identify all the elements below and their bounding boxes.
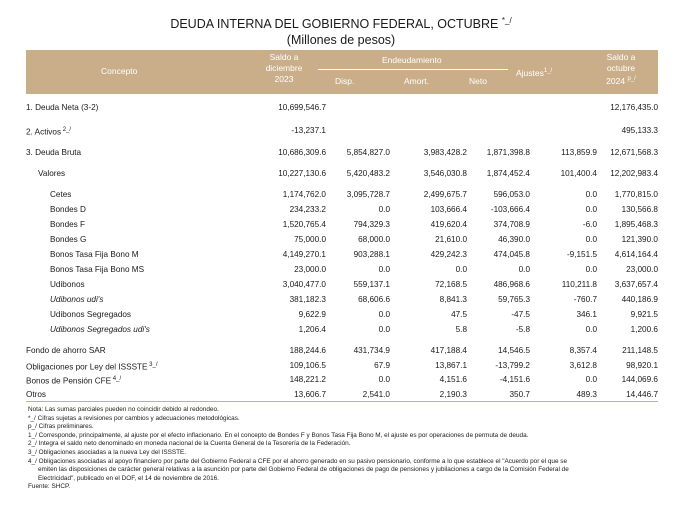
cell-c4: 14,546.5 [498, 346, 530, 355]
footnote-line: 4_/ Obligaciones asociadas al apoyo financiero por parte del Gobierno Federal a CFE por el ahorro generado en su pasivo pensionario, conforme a lo que establece el "Acuerdo por el que se [28, 457, 568, 465]
cell-c2: 794,329.3 [353, 220, 390, 229]
table-header [26, 50, 658, 94]
cell-c1: 381,182.3 [289, 295, 326, 304]
cell-c1: 148,221.2 [289, 375, 326, 384]
cell-c2: 68,606.6 [358, 295, 390, 304]
row-label: Fondo de ahorro SAR [26, 346, 106, 355]
cell-c6: 211,148.5 [622, 346, 658, 355]
cell-c2: 5,420,483.2 [346, 169, 390, 178]
header-divider [318, 69, 508, 70]
row-label: Obligaciones por Ley del ISSSTE $^{3\_/}$ [26, 362, 158, 372]
cell-c5: 101,400.4 [560, 169, 597, 178]
table-row [26, 359, 658, 372]
cell-c4: 474,045.8 [493, 250, 530, 259]
table-row [26, 218, 658, 231]
cell-c2: 5,854,827.0 [346, 148, 390, 157]
cell-c5: 110,211.8 [561, 280, 597, 289]
footnote-line: *_/ Cifras sujetas a revisiones por cambios y adecuaciones metodológicas. [28, 414, 240, 422]
cell-c6: 9,921.5 [630, 310, 658, 319]
cell-c4: -47.5 [511, 310, 530, 319]
cell-c1: 10,227,130.6 [278, 169, 326, 178]
cell-c2: 0.0 [378, 325, 390, 334]
cell-c1: 188,244.6 [289, 346, 326, 355]
cell-c6: 23,000.0 [626, 265, 658, 274]
row-label: Otros [26, 390, 47, 399]
table-row [26, 101, 658, 114]
cell-c6: 3,637,657.4 [614, 280, 658, 289]
table-row [26, 388, 658, 401]
cell-c2: 67.9 [374, 361, 390, 370]
cell-c6: 1,770,815.0 [614, 190, 658, 199]
cell-c6: 440,186.9 [621, 295, 658, 304]
cell-c2: 3,095,728.7 [346, 190, 390, 199]
table-row [26, 373, 658, 386]
footnote-line: 2_/ Integra el saldo neto denominado en moneda nacional de la Cuenta General de la Tesorería de la Federación. [28, 440, 351, 448]
cell-c3: 13,867.1 [435, 361, 467, 370]
cell-c1: 1,174,762.0 [282, 190, 326, 199]
cell-c4: 596,053.0 [493, 190, 530, 199]
row-label: Valores [38, 169, 66, 178]
cell-c1: 13,606.7 [294, 390, 326, 399]
cell-c5: -760.7 [573, 295, 597, 304]
cell-c1: 23,000.0 [294, 265, 326, 274]
row-label: Bonos Tasa Fija Bono MS [50, 265, 145, 274]
cell-c4: -103,666.4 [490, 205, 530, 214]
cell-c1: 234,233.2 [289, 205, 326, 214]
cell-c6: 1,200.6 [630, 325, 658, 334]
row-label: Udibonos Segregados [50, 310, 132, 319]
cell-c4: 350.7 [509, 390, 530, 399]
cell-c4: -4,151.6 [499, 375, 530, 384]
row-label: Udibonos Segregados udi's [50, 325, 150, 334]
footnote-line: p_/ Cifras preliminares. [28, 423, 94, 431]
table-row [26, 146, 658, 159]
cell-c2: 0.0 [378, 375, 390, 384]
cell-c3: 2,190.3 [439, 390, 467, 399]
cell-c6: 121,390.0 [621, 235, 658, 244]
cell-c3: 72,168.5 [435, 280, 467, 289]
footnote-line: Electricidad", publicado en el DOF, el 14 de noviembre de 2016. [38, 474, 219, 482]
cell-c6: 12,202,983.4 [610, 169, 658, 178]
cell-c6: 12,671,568.3 [610, 148, 658, 157]
cell-c5: 113,859.9 [561, 148, 597, 157]
cell-c1: 10,699,546.7 [278, 103, 326, 112]
cell-c4: 46,390.0 [498, 235, 530, 244]
table-row [26, 203, 658, 216]
cell-c6: 130,566.8 [621, 205, 658, 214]
row-label: Bondes F [50, 220, 86, 229]
cell-c5: 0.0 [585, 190, 597, 199]
cell-c3: 5.8 [455, 325, 467, 334]
cell-c2: 559,137.1 [353, 280, 390, 289]
cell-c6: 14,446.7 [626, 390, 658, 399]
cell-c1: 4,149,270.1 [282, 250, 326, 259]
cell-c3: 419,620.4 [430, 220, 467, 229]
table-row [26, 263, 658, 276]
table-row [26, 124, 658, 137]
table-row [26, 308, 658, 321]
cell-c3: 3,983,428.2 [423, 148, 467, 157]
header-disp: Disp. [335, 76, 355, 86]
cell-c5: 0.0 [585, 205, 597, 214]
cell-c6: 1,895,468.3 [614, 220, 658, 229]
cell-c6: 12,176,435.0 [610, 103, 658, 112]
cell-c1: 1,206.4 [298, 325, 326, 334]
row-label: Bonos Tasa Fija Bono M [50, 250, 139, 259]
footnote-line: 3_/ Obligaciones asociadas a la nueva Ley del ISSSTE. [28, 448, 187, 456]
footnote-line: Fuente: SHCP. [28, 483, 71, 491]
footnote-line: 1_/ Corresponde, principalmente, al ajuste por el efecto inflacionario. En el concepto de Bondes F y Bonos Tasa Fija Bono M, el ajuste es por operaciones de permuta de deuda. [28, 431, 529, 439]
cell-c3: 0.0 [455, 265, 467, 274]
cell-c4: 1,874,452.4 [486, 169, 530, 178]
table-row [26, 323, 658, 336]
page-subtitle: (Millones de pesos) [286, 33, 396, 47]
header-amort: Amort. [404, 76, 430, 86]
cell-c5: 0.0 [585, 265, 597, 274]
row-label: Bondes D [50, 205, 86, 214]
page-title: DEUDA INTERNA DEL GOBIERNO FEDERAL, OCTUBRE *_/ [170, 16, 512, 32]
cell-c2: 0.0 [378, 265, 390, 274]
cell-c3: 4,151.6 [439, 375, 467, 384]
table-row [26, 344, 658, 357]
cell-c5: 346.1 [576, 310, 597, 319]
cell-c5: 3,612.8 [569, 361, 597, 370]
cell-c5: -9,151.5 [566, 250, 597, 259]
cell-c5: 8,357.4 [569, 346, 597, 355]
cell-c3: 103,666.4 [430, 205, 467, 214]
cell-c3: 429,242.3 [430, 250, 467, 259]
row-label: Udibonos udi's [50, 295, 104, 304]
table-row [26, 233, 658, 246]
cell-c3: 417,188.4 [430, 346, 467, 355]
footnote-line: Nota: Las sumas parciales pueden no coincidir debido al redondeo. [28, 406, 219, 413]
cell-c4: 0.0 [518, 265, 530, 274]
cell-c5: 0.0 [585, 235, 597, 244]
header-saldo-octubre: Saldo a octubre 2024 $^{p\_/}$ [606, 52, 636, 86]
row-label: Cetes [50, 190, 72, 199]
cell-c4: 374,708.9 [493, 220, 530, 229]
row-label: 3. Deuda Bruta [26, 148, 82, 157]
cell-c3: 47.5 [451, 310, 467, 319]
cell-c1: 75,000.0 [294, 235, 326, 244]
header-ajustes: Ajustes$^{1\_/}$ [516, 67, 553, 78]
cell-c3: 8,841.3 [439, 295, 467, 304]
table-row [26, 188, 658, 201]
cell-c2: 2,541.0 [362, 390, 390, 399]
table-row [26, 278, 658, 291]
cell-c5: 489.3 [576, 390, 597, 399]
cell-c1: 3,040,477.0 [282, 280, 326, 289]
cell-c2: 0.0 [378, 205, 390, 214]
cell-c5: 0.0 [585, 325, 597, 334]
table-bottom-rule [26, 401, 658, 402]
header-neto: Neto [469, 76, 487, 86]
cell-c1: 109,106.5 [289, 361, 326, 370]
cell-c3: 2,499,675.7 [423, 190, 467, 199]
cell-c2: 68,000.0 [358, 235, 390, 244]
row-label: Bonos de Pensión CFE $^{4\_/}$ [26, 376, 122, 386]
cell-c4: 1,871,398.8 [486, 148, 530, 157]
cell-c4: 486,968.6 [493, 280, 530, 289]
row-label: 1. Deuda Neta (3-2) [26, 103, 99, 112]
cell-c1: 10,686,309.6 [278, 148, 326, 157]
cell-c5: 0.0 [585, 375, 597, 384]
cell-c5: -6.0 [582, 220, 597, 229]
cell-c1: 1,520,765.4 [282, 220, 326, 229]
cell-c2: 0.0 [378, 310, 390, 319]
cell-c3: 21,610.0 [435, 235, 467, 244]
cell-c6: 4,614,164.4 [614, 250, 658, 259]
row-label: 2. Activos $^{2\_/}$ [26, 127, 72, 137]
cell-c4: 59,765.3 [498, 295, 530, 304]
table-row [26, 293, 658, 306]
header-concepto: Concepto [101, 66, 138, 76]
cell-c6: 495,133.3 [621, 126, 658, 135]
cell-c2: 431,734.9 [353, 346, 390, 355]
cell-c3: 3,546,030.8 [423, 169, 467, 178]
cell-c6: 144,069.6 [621, 375, 658, 384]
cell-c1: -13,237.1 [291, 126, 326, 135]
cell-c2: 903,288.1 [353, 250, 390, 259]
cell-c4: -5.8 [515, 325, 530, 334]
footnote-line: emiten las disposiciones de carácter general relativas a la asunción por parte del Gobierno Federal de obligaciones de pago de pensiones y jubilaciones a cargo de la Comisión Federal de [38, 466, 569, 474]
row-label: Udibonos [50, 280, 85, 289]
table-row [26, 248, 658, 261]
header-endeudamiento: Endeudamiento [382, 55, 442, 65]
header-saldo-diciembre: Saldo a diciembre 2023 [265, 52, 303, 84]
table-row [26, 167, 658, 180]
cell-c1: 9,622.9 [298, 310, 326, 319]
cell-c4: -13,799.2 [495, 361, 530, 370]
cell-c6: 98,920.1 [626, 361, 658, 370]
footnotes [28, 406, 664, 492]
row-label: Bondes G [50, 235, 87, 244]
